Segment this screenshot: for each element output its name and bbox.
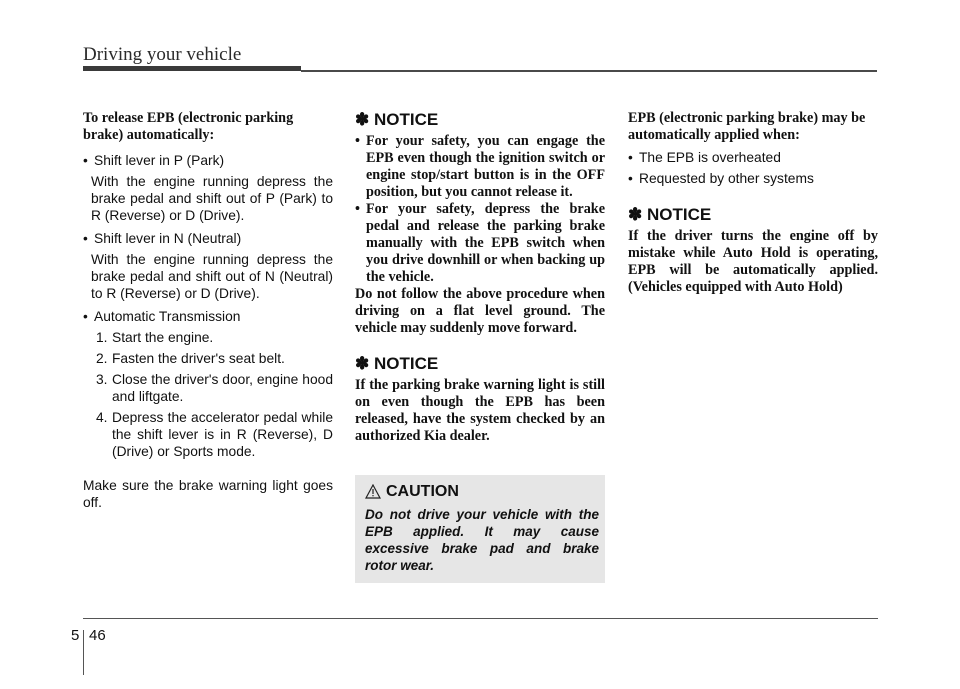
notice-text: If the parking brake warning light is still on even though the EPB has been released, have the system checked by an authorized Kia dealer. [355,377,605,444]
notice-bullet: • For your safety, you can engage the EPB even though the ignition switch or engine stop/start button is in the OFF position, but you cannot release it. [355,133,605,201]
notice-title: ✽ NOTICE [355,354,439,373]
caution-header [365,483,459,501]
neutral-text: With the engine running depress the brake pedal and shift out of N (Neutral) to R (Reverse) or D (Drive). [91,252,333,301]
column-notices [355,110,605,445]
chapter-number: 5 [71,627,80,644]
caution-box [355,475,605,583]
header-title: Driving your vehicle [83,44,242,65]
footer-rule [83,618,878,619]
bullet-park: • Shift lever in P (Park) [83,152,333,169]
warning-triangle-icon [365,484,381,499]
bullet-requested: • Requested by other systems [628,170,878,187]
caution-text: Do not drive your vehicle with the EPB applied. It may cause excessive brake pad and brake rotor wear. [365,507,599,573]
step-item: 2. Fasten the driver's seat belt. [96,351,285,366]
header-rule-thick [83,66,301,71]
notice-bullet: • For your safety, depress the brake pedal and release the parking brake manually with the EPB switch when you drive downhill or when backing up the vehicle. [355,201,605,286]
release-heading: To release EPB (electronic parking brake) automatically: [83,110,294,143]
notice-text: If the driver turns the engine off by mistake while Auto Hold is operating, EPB will be automatically applied. (Vehicles equipped with Auto Hold) [628,228,878,295]
closing-text: Make sure the brake warning light goes off. [83,478,333,510]
auto-apply-heading: EPB (electronic parking brake) may be automatically applied when: [628,110,866,143]
caution-title: CAUTION [386,483,459,500]
bullet-automatic: • Automatic Transmission [83,308,333,325]
bullet-overheated: • The EPB is overheated [628,149,878,166]
step-item: 4. Depress the accelerator pedal while the shift lever is in R (Reverse), D (Drive) or Sports mode. [96,410,333,459]
column-release-epb [83,110,333,511]
notice-title: ✽ NOTICE [355,110,439,129]
header-rule-thin [301,70,877,72]
steps-list [83,329,333,460]
notice-title: ✽ NOTICE [628,205,712,224]
park-text: With the engine running depress the brake pedal and shift out of P (Park) to R (Reverse) or D (Drive). [91,174,333,223]
bullet-neutral: • Shift lever in N (Neutral) [83,230,333,247]
page-number: 46 [89,627,106,644]
step-item: 3. Close the driver's door, engine hood and liftgate. [96,372,333,404]
column-auto-apply [628,110,878,296]
footer-divider [83,630,84,675]
notice-text: Do not follow the above procedure when driving on a flat level ground. The vehicle may suddenly move forward. [355,286,605,336]
step-item: 1. Start the engine. [96,330,214,345]
